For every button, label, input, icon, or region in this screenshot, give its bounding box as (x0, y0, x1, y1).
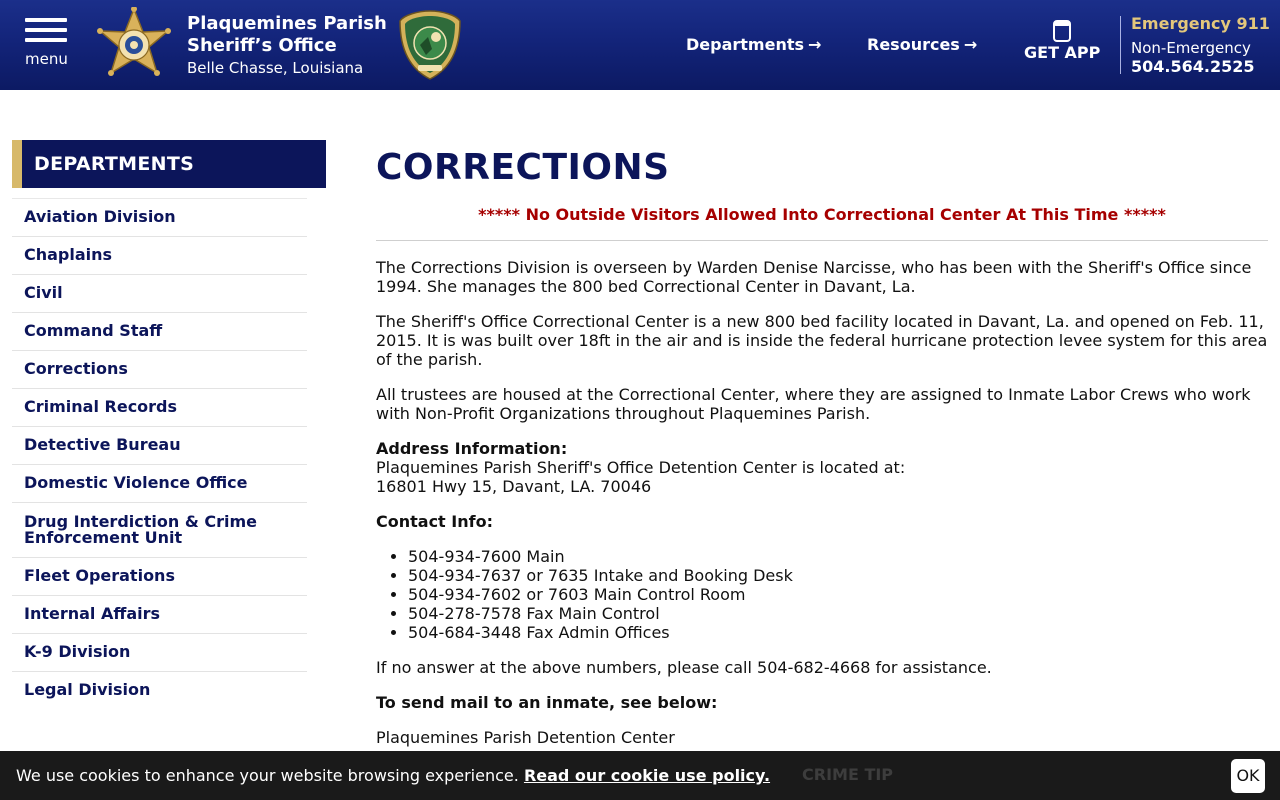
sidebar-item-chaplains[interactable]: Chaplains (12, 236, 307, 274)
brand-name-line1: Plaquemines Parish (187, 13, 387, 34)
arrow-right-icon: → (808, 35, 822, 54)
list-item: • 504-934-7600 Main (408, 547, 1268, 566)
cookie-banner (0, 751, 1280, 800)
nav-departments[interactable] (686, 35, 821, 54)
brand-block[interactable] (187, 13, 387, 77)
contact-heading: Contact Info: (376, 512, 493, 531)
mail-address-line1: Plaquemines Parish Detention Center (376, 728, 675, 747)
brand-location: Belle Chasse, Louisiana (187, 59, 364, 77)
header-divider (1120, 16, 1121, 74)
contact-list (408, 547, 1268, 642)
list-item: • 504-684-3448 Fax Admin Offices (408, 623, 1268, 642)
address-info (376, 439, 1268, 496)
nav-resources-label: Resources (867, 35, 960, 54)
sidebar-item-internal-affairs[interactable]: Internal Affairs (12, 595, 307, 633)
emergency-contacts (1131, 14, 1270, 76)
non-emergency-label: Non-Emergency (1131, 39, 1251, 57)
trustees-paragraph: All trustees are housed at the Correctional Center, where they are assigned to Inmate Labor Crews who work with Non-Profit Organizations throughout Plaquemines Parish. (376, 385, 1251, 423)
list-item: • 504-934-7602 or 7603 Main Control Room (408, 585, 1268, 604)
hamburger-icon (25, 18, 67, 22)
address-heading: Address Information: (376, 439, 568, 458)
no-answer-note: If no answer at the above numbers, please call 504-682-4668 for assistance. (376, 658, 992, 677)
non-emergency-number[interactable]: 504.564.2525 (1131, 57, 1255, 76)
cookie-message (16, 766, 770, 785)
sidebar-item-k9-division[interactable]: K-9 Division (12, 633, 307, 671)
nav-departments-label: Departments (686, 35, 805, 54)
cookie-text: We use cookies to enhance your website browsing experience. (16, 766, 519, 785)
address-line2: 16801 Hwy 15, Davant, LA. 70046 (376, 477, 652, 496)
sidebar-title: DEPARTMENTS (12, 140, 326, 188)
sidebar-item-legal-division[interactable]: Legal Division (12, 671, 307, 709)
intro-paragraph: The Corrections Division is overseen by Warden Denise Narcisse, who has been with the Sheriff's Office since 1994. She manages the 800 bed Correctional Center in Davant, La. (376, 258, 1252, 296)
emergency-911-link[interactable]: Emergency 911 (1131, 14, 1270, 33)
list-item: • 504-934-7637 or 7635 Intake and Booking Desk (408, 566, 1268, 585)
sidebar-item-corrections[interactable]: Corrections (12, 350, 307, 388)
sidebar-item-criminal-records[interactable]: Criminal Records (12, 388, 307, 426)
sidebar-item-command-staff[interactable]: Command Staff (12, 312, 307, 350)
arrow-right-icon: → (963, 35, 978, 54)
departments-list (12, 198, 307, 709)
visitor-notice: ***** No Outside Visitors Allowed Into Correctional Center At This Time ***** (478, 205, 1166, 224)
sheriff-patch-icon (398, 9, 462, 81)
nav-resources[interactable] (867, 35, 977, 54)
main-content (376, 146, 1268, 747)
cookie-ok-button[interactable]: OK (1231, 759, 1265, 793)
content-divider (376, 240, 1268, 241)
sidebar-item-aviation-division[interactable]: Aviation Division (12, 198, 307, 236)
sidebar-item-civil[interactable]: Civil (12, 274, 307, 312)
sheriff-star-icon[interactable] (94, 7, 174, 83)
menu-label: menu (25, 50, 68, 68)
menu-button[interactable] (24, 18, 72, 70)
address-line1: Plaquemines Parish Sheriff's Office Detention Center is located at: (376, 458, 906, 477)
sidebar-item-drug-interdiction[interactable]: Drug Interdiction & Crime Enforcement Unit (12, 502, 307, 557)
mail-heading: To send mail to an inmate, see below: (376, 693, 718, 712)
sidebar-item-fleet-operations[interactable]: Fleet Operations (12, 557, 307, 595)
sidebar-item-domestic-violence-office[interactable]: Domestic Violence Office (12, 464, 307, 502)
cookie-policy-link[interactable]: Read our cookie use policy. (523, 766, 771, 785)
list-item: • 504-278-7578 Fax Main Control (408, 604, 1268, 623)
crime-tip-label: CRIME TIP (802, 765, 894, 784)
hamburger-bar (25, 28, 67, 32)
phone-icon (1051, 20, 1073, 42)
hamburger-bar (25, 38, 67, 42)
facility-paragraph: The Sheriff's Office Correctional Center is a new 800 bed facility located in Davant, La. and opened on Feb. 11, 2015. It is was built over 18ft in the air and is inside the federal hurricane protection levee system for this area of the parish. (376, 312, 1268, 369)
site-header (0, 0, 1280, 90)
page-title: CORRECTIONS (376, 147, 670, 188)
get-app-button[interactable] (1024, 20, 1104, 62)
get-app-label: GET APP (1024, 43, 1101, 62)
brand-name-line2: Sheriff’s Office (187, 35, 337, 56)
sidebar-item-detective-bureau[interactable]: Detective Bureau (12, 426, 307, 464)
departments-sidebar (12, 140, 326, 709)
